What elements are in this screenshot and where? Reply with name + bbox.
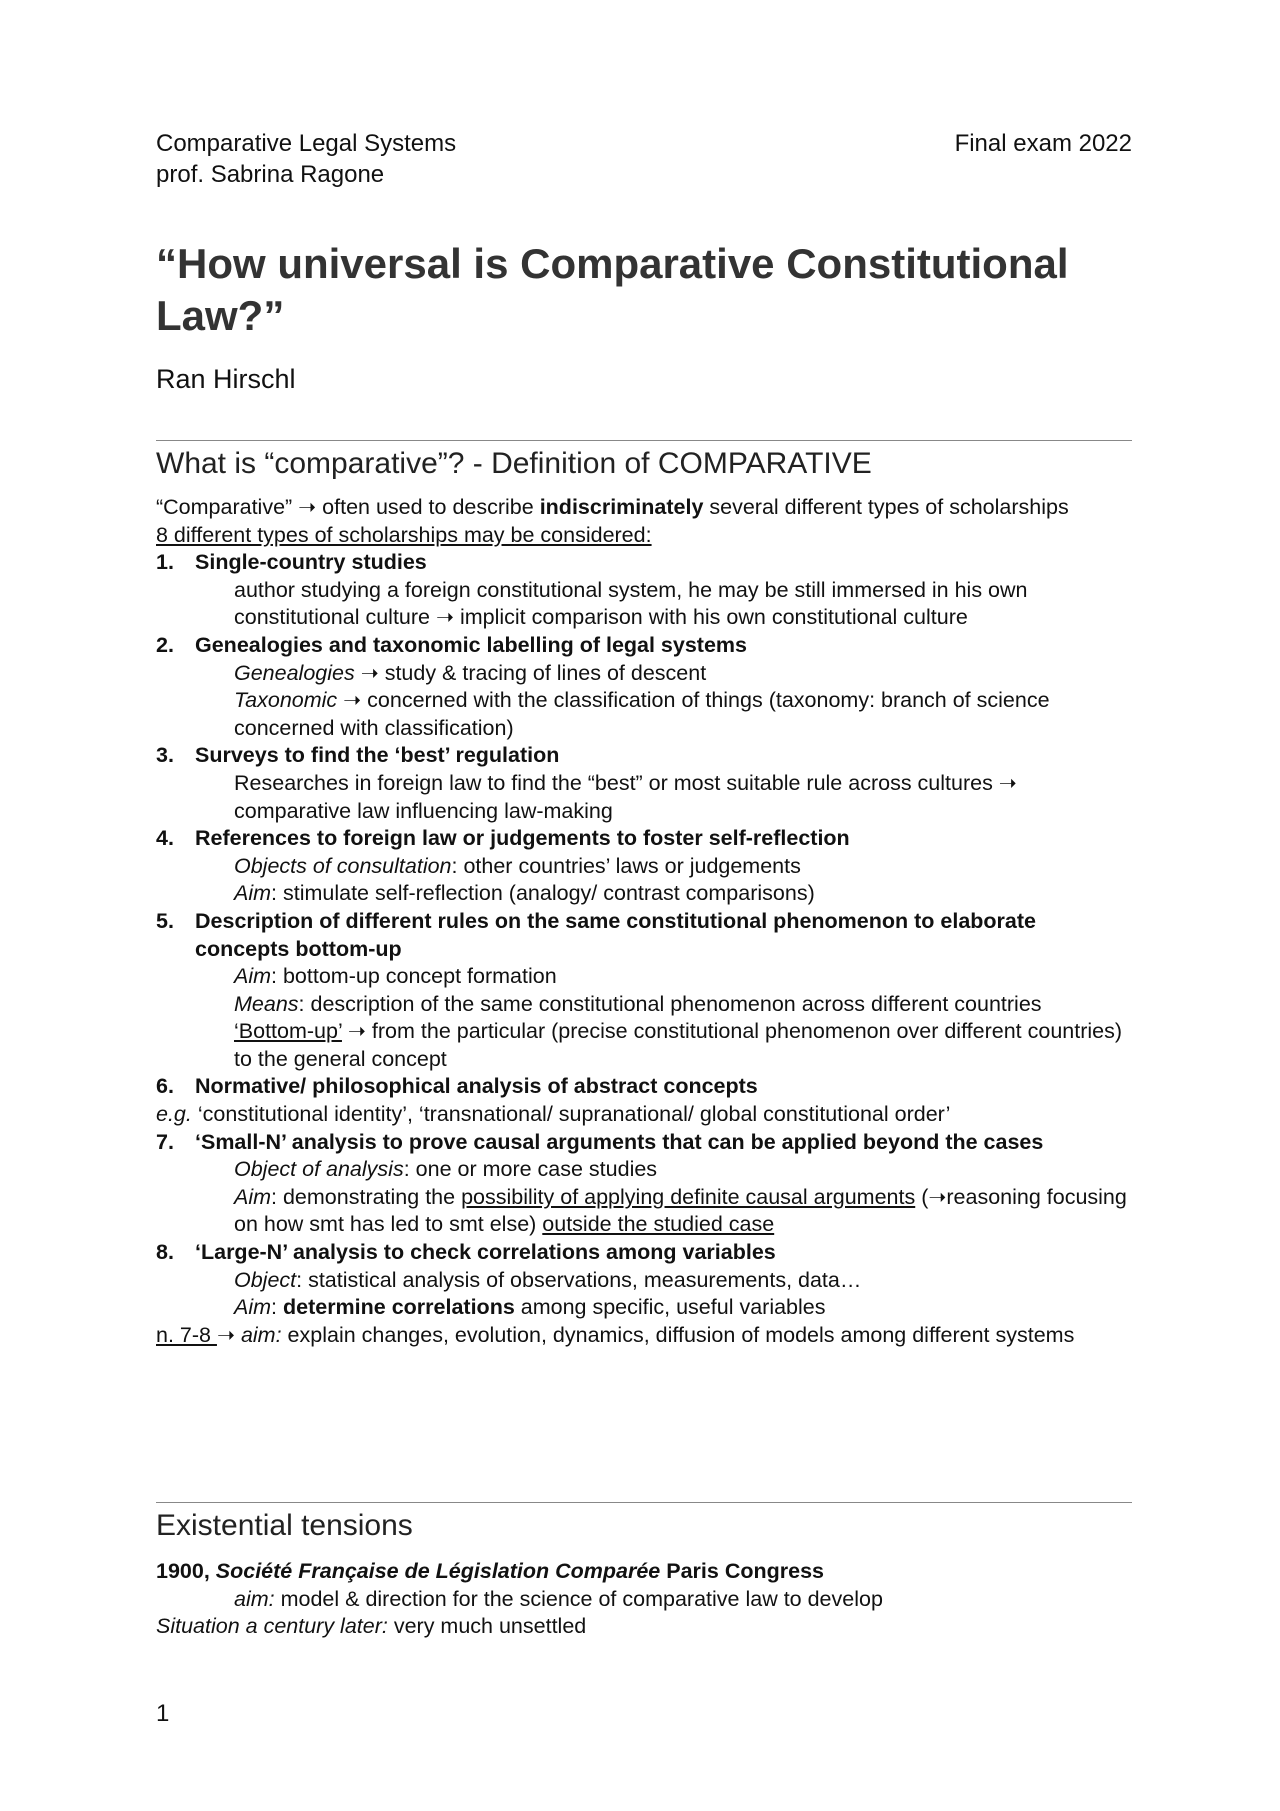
item-text: author studying a foreign constitutional system, he may be still immersed in his own constitutional culture ➝ implicit comparison with his own constitutional culture [234,577,1028,630]
list-item: 2. Genealogies and taxonomic labelling of legal systems [156,632,747,657]
section-divider [156,440,1132,441]
item-text: Objects of consultation: other countries’ laws or judgements [234,853,801,878]
page-number: 1 [156,1700,170,1727]
section-body-comparative [156,494,1136,1349]
section-divider [156,1502,1132,1503]
types-intro: 8 different types of scholarships may be considered: [156,522,652,547]
intro-paragraph: “Comparative” ➝ often used to describe indiscriminately several different types of scholarships [156,495,1069,519]
item-text: Researches in foreign law to find the “best” or most suitable rule across cultures ➝ comparative law influencing law-making [234,770,1017,823]
item-text: Means: description of the same constitutional phenomenon across different countries [234,991,1042,1016]
professor-name: prof. Sabrina Ragone [156,161,385,188]
course-name: Comparative Legal Systems [156,130,457,157]
item-text: Genealogies ➝ study & tracing of lines of descent [234,660,707,685]
item-text: Aim: determine correlations among specific, useful variables [234,1295,826,1320]
situation-line: Situation a century later: very much unsettled [156,1614,587,1639]
item-text: Taxonomic ➝ concerned with the classification of things (taxonomy: branch of science concerned with classification) [234,688,1050,740]
item-text: Aim: stimulate self-reflection (analogy/ contrast comparisons) [234,881,815,906]
section-body-existential [156,1558,1136,1641]
list-item: 7. ‘Small-N’ analysis to prove causal arguments that can be applied beyond the cases [156,1129,1044,1154]
item-text: Aim: bottom-up concept formation [234,964,557,989]
list-item: 5. Description of different rules on the same constitutional phenomenon to elaborate concepts bottom-up [156,908,1036,961]
exam-label: Final exam 2022 [954,130,1132,157]
aim-line: aim: model & direction for the science of comparative law to develop [234,1586,883,1611]
section-heading-comparative: What is “comparative”? - Definition of COMPARATIVE [156,447,872,480]
item-text: Aim: demonstrating the possibility of applying definite causal arguments (➝reasoning focusing on how smt has led to smt else) outside the studied case [234,1184,1127,1237]
item-text: Object: statistical analysis of observations, measurements, data… [234,1267,862,1292]
item-text: e.g. ‘constitutional identity’, ‘transnational/ supranational/ global constitutional order’ [156,1102,951,1127]
page-header [156,128,1132,190]
list-item: 3. Surveys to find the ‘best’ regulation [156,743,560,768]
section-heading-existential: Existential tensions [156,1509,413,1542]
list-item: 8. ‘Large-N’ analysis to check correlations among variables [156,1240,776,1265]
item-text: Object of analysis: one or more case studies [234,1157,658,1182]
list-item: 4. References to foreign law or judgements to foster self-reflection [156,826,850,851]
item-text: ‘Bottom-up’ ➝ from the particular (precise constitutional phenomenon over different countries) to the general concept [234,1019,1123,1071]
document-title: “How universal is Comparative Constitutional Law?” [156,240,1069,339]
note-paragraph: n. 7-8 ➝ aim: explain changes, evolution, dynamics, diffusion of models among different systems [156,1322,1075,1347]
list-item: 6. Normative/ philosophical analysis of abstract concepts [156,1074,758,1099]
list-item: 1. Single-country studies [156,550,427,575]
author-name: Ran Hirschl [156,364,296,394]
event-line: 1900, Société Française de Législation Comparée Paris Congress [156,1559,824,1583]
